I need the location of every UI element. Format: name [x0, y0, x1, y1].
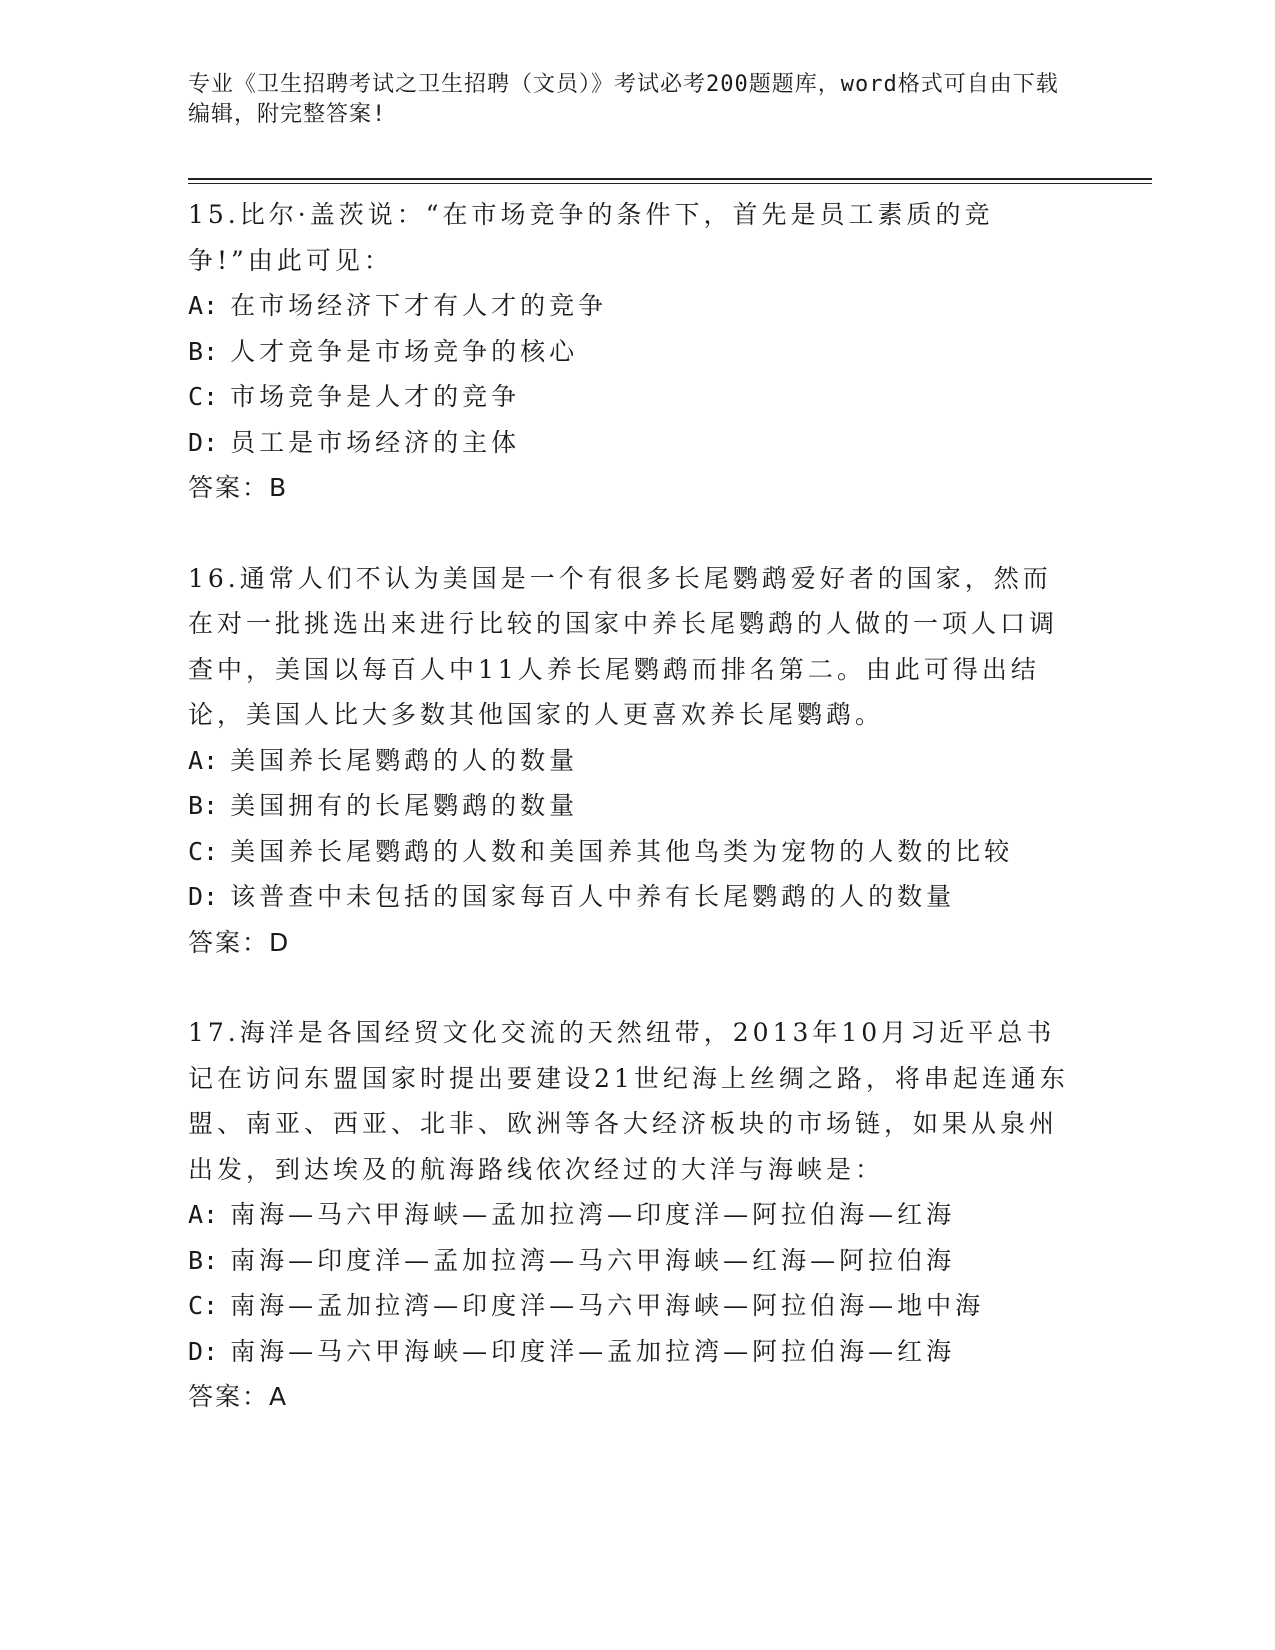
- answer-line: 答案：B: [188, 473, 289, 502]
- option-text: 美国养长尾鹦鹉的人的数量: [230, 745, 579, 775]
- option-key: C:: [188, 1291, 219, 1320]
- option-a: [188, 1192, 1078, 1238]
- question-15: [188, 192, 1078, 511]
- option-text: 美国养长尾鹦鹉的人数和美国养其他鸟类为宠物的人数的比较: [230, 836, 1014, 866]
- option-text: 该普查中未包括的国家每百人中养有长尾鹦鹉的人的数量: [230, 882, 956, 911]
- question-stem: 16.通常人们不认为美国是一个有很多长尾鹦鹉爱好者的国家，然而在对一批挑选出来进行比较的国家中养长尾鹦鹉的人做的一项人口调查中，美国以每百人中11人养长尾鹦鹉而排名第二。由此可得出结论，美国人比大多数其他国家的人更喜欢养长尾鹦鹉。: [188, 563, 1059, 729]
- option-b: [188, 329, 1078, 375]
- question-stem: 17.海洋是各国经贸文化交流的天然纽带，2013年10月习近平总书记在访问东盟国家时提出要建设21世纪海上丝绸之路，将串起连通东盟、南亚、西亚、北非、欧洲等各大经济板块的市场链，如果从泉州出发，到达埃及的航海路线依次经过的大洋与海峡是：: [188, 1018, 1069, 1184]
- option-key: D:: [188, 427, 219, 457]
- option-key: C:: [188, 382, 219, 411]
- option-key: C:: [188, 836, 219, 866]
- option-key: B:: [188, 1245, 219, 1275]
- option-b: [188, 1238, 1078, 1284]
- option-key: D:: [188, 1336, 219, 1366]
- option-text: 美国拥有的长尾鹦鹉的数量: [230, 791, 579, 820]
- option-text: 南海—孟加拉湾—印度洋—马六甲海峡—阿拉伯海—地中海: [230, 1291, 985, 1320]
- option-c: [188, 374, 1078, 420]
- option-key: A:: [188, 745, 219, 775]
- answer-line: 答案：D: [188, 927, 291, 957]
- option-c: [188, 829, 1078, 875]
- option-key: A:: [188, 291, 219, 320]
- option-text: 市场竞争是人才的竞争: [230, 382, 521, 411]
- question-17: [188, 1010, 1078, 1420]
- header-rule-thick: [188, 178, 1152, 180]
- option-d: [188, 874, 1078, 920]
- question-stem: 15.比尔·盖茨说：“在市场竞争的条件下，首先是员工素质的竞争!”由此可见：: [188, 200, 994, 275]
- header-rule-thin: [188, 183, 1152, 184]
- option-key: B:: [188, 336, 219, 366]
- option-text: 人才竞争是市场竞争的核心: [230, 336, 579, 366]
- document-header: 专业《卫生招聘考试之卫生招聘（文员）》考试必考200题题库，word格式可自由下载编辑，附完整答案!: [188, 72, 1059, 127]
- option-text: 南海—马六甲海峡—孟加拉湾—印度洋—阿拉伯海—红海: [230, 1200, 956, 1229]
- option-text: 南海—马六甲海峡—印度洋—孟加拉湾—阿拉伯海—红海: [230, 1336, 956, 1366]
- question-spacer: [188, 511, 1078, 556]
- question-list: [188, 192, 1078, 1420]
- option-a: [188, 738, 1078, 784]
- option-text: 在市场经济下才有人才的竞争: [230, 291, 608, 320]
- option-d: [188, 420, 1078, 466]
- answer-line: 答案：A: [188, 1382, 289, 1411]
- option-key: D:: [188, 882, 219, 911]
- option-d: [188, 1329, 1078, 1375]
- question-16: [188, 556, 1078, 966]
- option-text: 员工是市场经济的主体: [230, 427, 521, 457]
- option-b: [188, 783, 1078, 829]
- option-c: [188, 1283, 1078, 1329]
- option-key: A:: [188, 1200, 219, 1229]
- question-spacer: [188, 965, 1078, 1010]
- option-a: [188, 283, 1078, 329]
- option-text: 南海—印度洋—孟加拉湾—马六甲海峡—红海—阿拉伯海: [230, 1245, 956, 1275]
- option-key: B:: [188, 791, 219, 820]
